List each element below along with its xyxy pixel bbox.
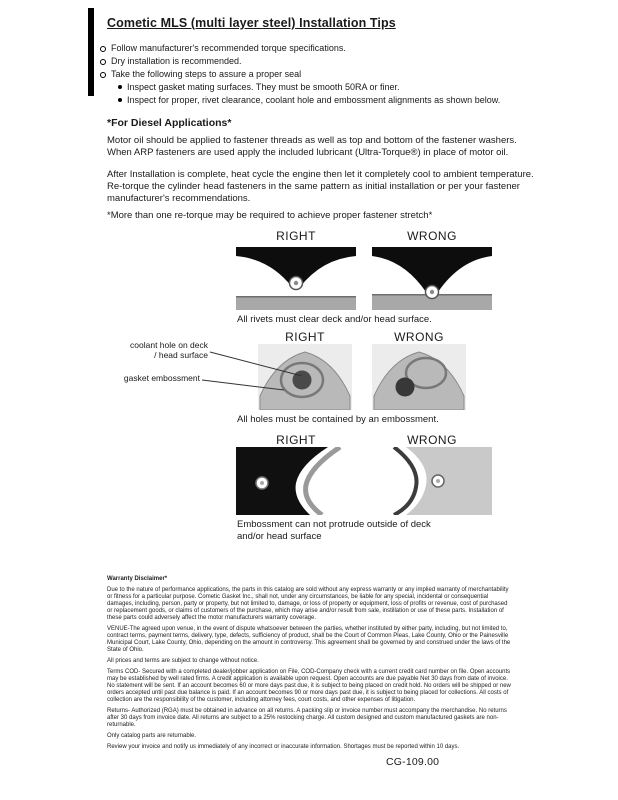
tip-item-text: Follow manufacturer's recommended torque specifications. — [111, 43, 346, 53]
row2-caption: All holes must be contained by an embossment. — [237, 414, 439, 425]
disclaimer-paragraph: Due to the nature of performance applications, the parts in this catalog are sold without any express warranty or any implied warranty of merchantability or fitness for a particular purpose. Cometic Gasket Inc., shall not, under any circumstances, be liable for any special, incidental or consequential damages, including, person, party or property, but not limited to, damage, or loss of property or equipment, loss of profits or revenue, cost of purchased or replacement goods, or claims of customers of the purchase, which may arise and/or result from sale, instillation or use of these parts. Installation of these parts could adversely affect the motor manufacturers warranty coverage. — [107, 587, 509, 621]
row3-caption: Embossment can not protrude outside of deck and/or head surface — [237, 519, 431, 542]
callout-pointer-lines — [198, 340, 310, 400]
row3-wrong-label: WRONG — [407, 433, 457, 447]
coolant-hole-callout: coolant hole on deck / head surface — [130, 340, 208, 360]
disclaimer-heading: Warranty Disclaimer* — [107, 576, 168, 582]
tip-sub-item — [118, 94, 560, 107]
tip-item — [100, 55, 560, 68]
tip-sub-item-text: Inspect for proper, rivet clearance, coolant hole and embossment alignments as shown below. — [127, 95, 501, 105]
diesel-paragraph-1: Motor oil should be applied to fastener threads as well as top and bottom of the fastener washers. When ARP fasteners are used apply the included lubricant (Ultra-Torque®) in place of motor oil. — [107, 135, 517, 158]
hole-embossment-wrong-diagram — [372, 344, 466, 410]
row1-caption: All rivets must clear deck and/or head surface. — [237, 314, 432, 325]
filled-bullet-icon — [118, 98, 122, 102]
row2-right-label: RIGHT — [285, 330, 325, 344]
disclaimer-paragraph: Only catalog parts are returnable. — [107, 733, 197, 739]
embossment-protrusion-wrong-diagram — [372, 447, 492, 515]
page-code: CG-109.00 — [386, 756, 440, 768]
tip-item-text: Dry installation is recommended. — [111, 56, 242, 66]
open-bullet-icon — [100, 72, 106, 78]
disclaimer-paragraph: VENUE-The agreed upon venue, in the event of dispute whatsoever between the parties, whether instituted by either party, including, but not limited to, contract terms, payment terms, delivery, type, defects, sufficiency of product, shall be the Court of Common Pleas, Lake County, Ohio or the Painesville Municipal Court, Lake County, Ohio, depending on the amount in controversy. This agreement shall be governed by and construed under the laws of the State of Ohio. — [107, 626, 511, 653]
tip-item — [100, 68, 560, 81]
gasket-embossment-callout: gasket embossment — [123, 373, 200, 383]
disclaimer-paragraph: Review your invoice and notify us immediately of any incorrect or inaccurate information. Shortages must be reported within 10 days. — [107, 744, 460, 750]
row1-right-label: RIGHT — [276, 229, 316, 243]
embossment-protrusion-right-diagram — [236, 447, 356, 515]
open-bullet-icon — [100, 46, 106, 52]
tip-sub-item-text: Inspect gasket mating surfaces. They must be smooth 50RA or finer. — [127, 82, 400, 92]
diesel-paragraph-2: After Installation is complete, heat cycle the engine then let it completely cool to ambient temperature. Re-torque the cylinder head fasteners in the same pattern as initial installation or per your fastener manufacturer's recommendations. — [107, 169, 534, 204]
retorque-note: *More than one re-torque may be required to achieve proper fastener stretch* — [107, 210, 433, 221]
installation-tips-list — [100, 42, 560, 107]
tip-item — [100, 42, 560, 55]
tip-sub-item — [118, 81, 560, 94]
disclaimer-paragraph: All prices and terms are subject to change without notice. — [107, 658, 259, 664]
rivet-clearance-right-diagram — [236, 247, 356, 310]
tip-item-text: Take the following steps to assure a proper seal — [111, 69, 302, 79]
warranty-disclaimer — [107, 576, 513, 755]
filled-bullet-icon — [118, 85, 122, 89]
row3-right-label: RIGHT — [276, 433, 316, 447]
disclaimer-paragraph: Terms COD- Secured with a completed dealer/jobber application on File, COD-Company check with a current credit card number on file. Open accounts may be established by well rated firms. A credit application is available upon request. Open accounts are due payable Net 30 days from date of invoice. No statement will be sent. If an account becomes 60 or more days past due, it is subject to being placed on credit hold. No orders will be shipped or new orders accepted until past due balance is paid. If an account becomes 90 or more days past due, it is subject to being placed for collections. All costs of collection are the responsibility of the customer, including attorney fees, court costs, and other expenses of litigation. — [107, 669, 511, 703]
page-edge-mark — [88, 8, 94, 96]
open-bullet-icon — [100, 59, 106, 65]
page-title: Cometic MLS (multi layer steel) Installation Tips — [107, 16, 396, 30]
row1-wrong-label: WRONG — [407, 229, 457, 243]
diesel-applications-heading: *For Diesel Applications* — [107, 117, 232, 129]
rivet-clearance-wrong-diagram — [372, 247, 492, 310]
row2-wrong-label: WRONG — [394, 330, 444, 344]
disclaimer-paragraph: Returns- Authorized (RGA) must be obtained in advance on all returns. A packing slip or invoice number must accompany the merchandise. No returns after 30 days from invoice date. All returns are subject to a 25% restocking charge. All custom designed and custom manufactured gaskets are non-returnable. — [107, 708, 507, 728]
